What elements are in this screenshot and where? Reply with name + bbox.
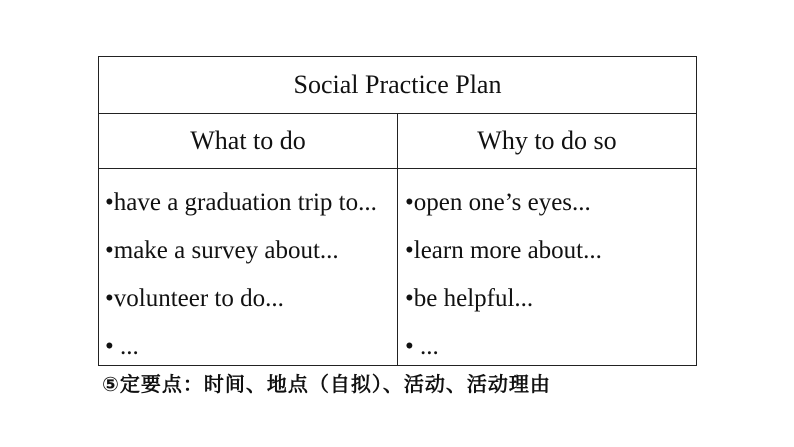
list-item: •be helpful...	[405, 285, 534, 312]
why-to-do-so-column	[398, 169, 696, 365]
social-practice-plan-table	[98, 56, 697, 366]
list-item: •learn more about...	[405, 237, 602, 264]
list-item: •make a survey about...	[105, 237, 339, 264]
list-item: • ...	[405, 333, 439, 360]
list-item: • ...	[105, 333, 139, 360]
header-what-to-do: What to do	[99, 114, 398, 168]
header-why-to-do-so: Why to do so	[477, 126, 617, 155]
table-body-row	[99, 169, 696, 365]
table-header-row	[99, 114, 696, 169]
list-item: •volunteer to do...	[105, 285, 284, 312]
what-to-do-column	[99, 169, 398, 365]
table-title: Social Practice Plan	[99, 57, 696, 114]
list-item: •have a graduation trip to...	[105, 189, 377, 216]
list-item: •open one’s eyes...	[405, 189, 591, 216]
key-points-note: ⑤定要点：时间、地点（自拟）、活动、活动理由	[102, 372, 551, 396]
